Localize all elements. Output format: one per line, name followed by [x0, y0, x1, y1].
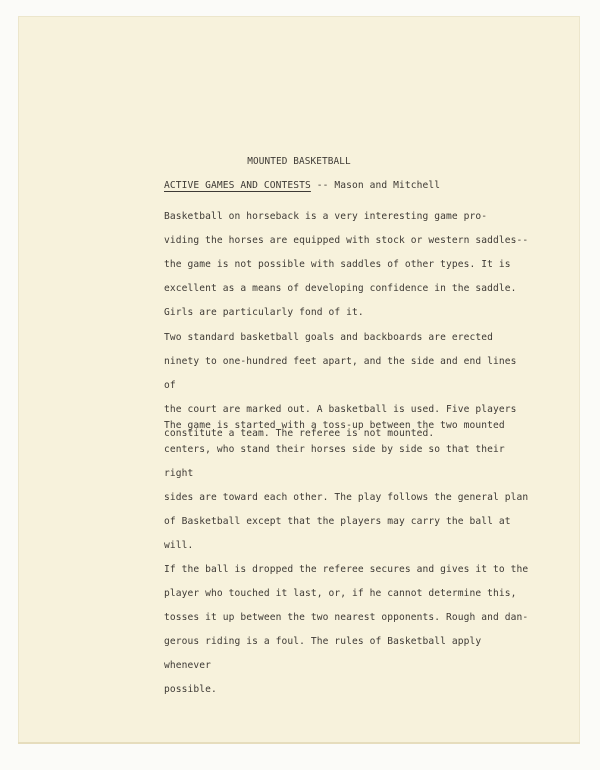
paper-bottom-edge	[18, 742, 580, 744]
paragraph-3: The game is started with a toss-up between the two mounted centers, who stand their horses side by side so that their right sides are toward each other. The play follows the general plan of Basketball except that the players may carry the ball at will. If the ball is dropped the referee secures and gives it to the player who touched it last, or, if he cannot determine this, tosses it up between the two nearest opponents. Rough and dan- gerous riding is a foul. The rules of Basketball apply whenever possible.	[164, 420, 529, 695]
document-title: MOUNTED BASKETBALL	[247, 156, 351, 167]
typed-document	[18, 16, 580, 744]
paper-sheet	[18, 16, 580, 744]
paragraph-2: Two standard basketball goals and backboards are erected ninety to one-hundred feet apart, and the side and end lines of the court are marked out. A basketball is used. Five players constitute a team. The referee is not mounted.	[164, 332, 517, 439]
source-authors: Mason and Mitchell	[334, 180, 441, 191]
source-line	[164, 180, 440, 191]
source-separator: --	[310, 180, 335, 191]
source-title: ACTIVE GAMES AND CONTESTS	[164, 180, 311, 191]
paragraph-1: Basketball on horseback is a very interesting game pro- viding the horses are equipped with stock or western saddles-- the game is not possible with saddles of other types. It is excellent as a means of developing confidence in the saddle. Girls are particularly fond of it.	[164, 211, 529, 318]
